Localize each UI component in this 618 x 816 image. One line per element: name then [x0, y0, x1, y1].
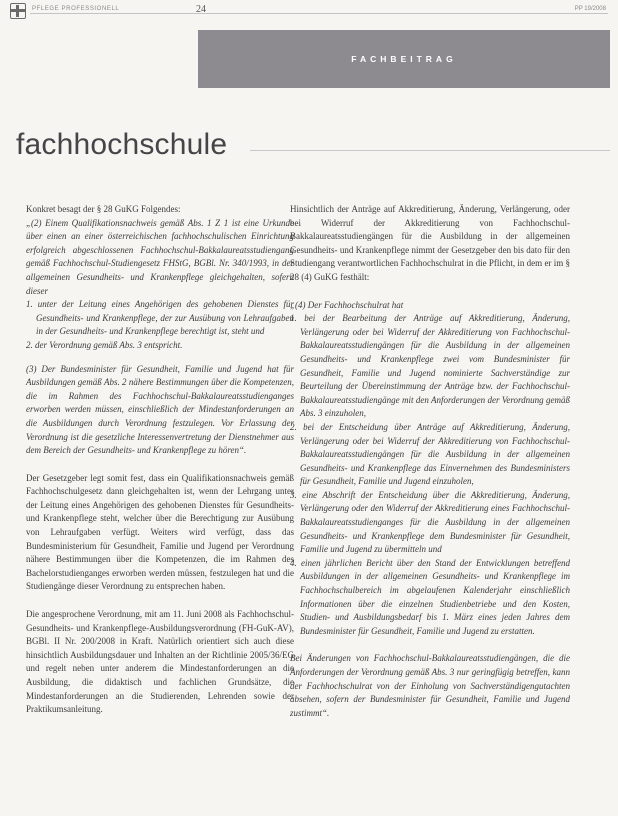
quote-paragraph: Bei Änderungen von Fachhochschul-Bakkalaureatsstudiengängen, die die Anforderungen der Verordnung gemäß Abs. 3 nur geringfügig betreffen, kann der Fachhochschulrat von der Einholung von Sachverständigengutachten absehen, sofern der Bundesminister für Gesundheit, Familie und Jugend zustimmt“.: [290, 653, 570, 718]
page-number: 24: [196, 4, 206, 15]
issue-label: PP 19/2008: [574, 6, 606, 12]
section-banner: [198, 30, 610, 88]
paragraph: Konkret besagt der § 28 GuKG Folgendes:: [26, 204, 181, 214]
quote-list-item: 2. der Verordnung gemäß Abs. 3 entspricht.: [26, 339, 183, 350]
header-rule: [30, 13, 608, 14]
publication-logo-icon: [10, 3, 26, 19]
quote-paragraph: „(2) Einem Qualifikationsnachweis gemäß Abs. 1 Z 1 ist eine Urkunde über einen an einer österreichischen fachhochschulischen Einrichtung erfolgreich abgeschlossenen Fachhochschul-Bakkalaureatsstudiengang gemäß Fachhochschul-Studiengesetz FHStG, BGBl. Nr. 340/1993, in der allgemeinen Gesundheits- und Krankenpflege gleichgehalten, sofern dieser: [26, 217, 294, 296]
running-header: [0, 0, 618, 22]
paragraph: Die angesprochene Verordnung, mit am 11. Juni 2008 als Fachhochschul-Gesundheits- und Krankenpflege-Ausbildungsverordnung (FH-GuK-AV), BGBl. II Nr. 200/2008 in Kraft. Natürlich orientiert sich auch diese hinsichtlich Ausbildungsdauer und Inhalten an der Richtlinie 2005/36/EG und regelt neben unter anderem die Mindestanforderungen an die Ausbildung, die didaktisch und fachlichen Grundsätze, die Mindestanforderungen an die Studierenden, Lehrenden sowie der Praktikumsanleitung.: [26, 609, 294, 715]
title-rule: [250, 150, 610, 151]
quote-list-item: 1. bei der Bearbeitung der Anträge auf Akkreditierung, Änderung, Verlängerung oder bei Widerruf der Akkreditierung von Fachhochschul-Bakkalaureatsstudiengängen für die Ausbildung in der allgemeinen Gesundheits- und Krankenpflege zwei vom Bundesminister für Gesundheit, Familie und Jugend nominierte Sachverständige zur Beurteilung der Übereinstimmung der Anträge bzw. der Fachhochschul-Bakkalaureatsstudiengänge mit den Anforderungen der Verordnung gemäß Abs. 3 einzuholen,: [290, 313, 570, 419]
paragraph: Hinsichtlich der Anträge auf Akkreditierung, Änderung, Verlängerung, oder bei Widerruf der Akkreditierung von Fachhochschul-Bakkalaureatsstudiengängen für die Ausbildung in der allgemeinen Gesundheits- und Krankenpflege nimmt der Gesetzgeber den bis dato für den Studiengang verantwortlichen Fachhochschulrat in die Pflicht, in dem er im § 28 (4) GuKG festhält:: [290, 204, 570, 282]
quote-paragraph: (3) Der Bundesminister für Gesundheit, Familie und Jugend hat für Ausbildungen gemäß Abs. 2 nähere Bestimmungen über die Kompetenzen, die im Rahmen des Fachhochschul-Bakkalaureatsstudienganges erworben werden müssen, einschließlich der Mindestanforderungen an die Ausbildungen durch Verordnung festzulegen. Vor Erlassung der Verordnung ist die gesetzliche Interessenvertretung der Dienstnehmer aus dem Bereich der Gesundheits- und Krankenpflege zu hören“.: [26, 363, 294, 456]
article-title: fachhochschule: [16, 128, 228, 161]
quote-list-item: 4. einen jährlichen Bericht über den Stand der Entwicklungen betreffend Ausbildungen in der allgemeinen Gesundheits- und Krankenpflege im Fachhochschulbereich im abgelaufenen Kalenderjahr einschließlich Informationen über die einzelnen Studienbetriebe und den Kosten, Studien- und Ausbildungsbedarf bis 1. März eines jeden Jahres dem Bundesminister für Gesundheit, Familie und Jugend zu erstatten.: [290, 557, 570, 636]
right-column: [290, 203, 570, 720]
publication-name: PFLEGE PROFESSIONELL: [32, 6, 120, 12]
left-column: [26, 203, 294, 717]
quote-paragraph: „(4) Der Fachhochschulrat hat: [290, 299, 404, 310]
section-label: FACHBEITRAG: [351, 54, 457, 64]
paragraph: Der Gesetzgeber legt somit fest, dass ein Qualifikationsnachweis gemäß Fachhochschulgesetz dann gleichgehalten ist, wenn der Lehrgang unter der Leitung eines Angehörigen des gehobenen Dienstes für Gesundheits- und Krankenpflege steht, welcher über die Berechtigung zur Ausübung von Lehraufgaben verfügt. Weiters wird verfügt, dass das Bundesministerium für Gesundheit, Familie und Jugend per Verordnung nähere Bestimmungen über die Kompetenzen, die im Rahmen des Bachelorstudienganges erworben werden müssen, festzulegen hat und die Studiengänge dieser Verordnung zu entsprechen haben.: [26, 472, 294, 592]
quote-list-item: 3. eine Abschrift der Entscheidung über die Akkreditierung, Änderung, Verlängerung oder den Widerruf der Akkreditierung eines Fachhochschul-Bakkalaureatsstudienganges für die Ausbildung in der allgemeinen Gesundheits- und Krankenpflege dem Bundesminister für Gesundheit, Familie und Jugend zu übermitteln und: [290, 489, 570, 555]
quote-list-item: 2. bei der Entscheidung über Anträge auf Akkreditierung, Änderung, Verlängerung oder bei Widerruf der Akkreditierung von Fachhochschul-Bakkalaureatsstudiengängen für die Ausbildung in der allgemeinen Gesundheits- und Krankenpflege das Einvernehmen des Bundesministers für Gesundheit, Familie und Jugend einzuholen,: [290, 421, 570, 487]
quote-list-item: 1. unter der Leitung eines Angehörigen des gehobenen Dienstes für Gesundheits- und Krankenpflege, der zur Ausübung von Lehraufgaben in der Gesundheits- und Krankenpflege berechtigt ist, steht und: [26, 299, 294, 337]
